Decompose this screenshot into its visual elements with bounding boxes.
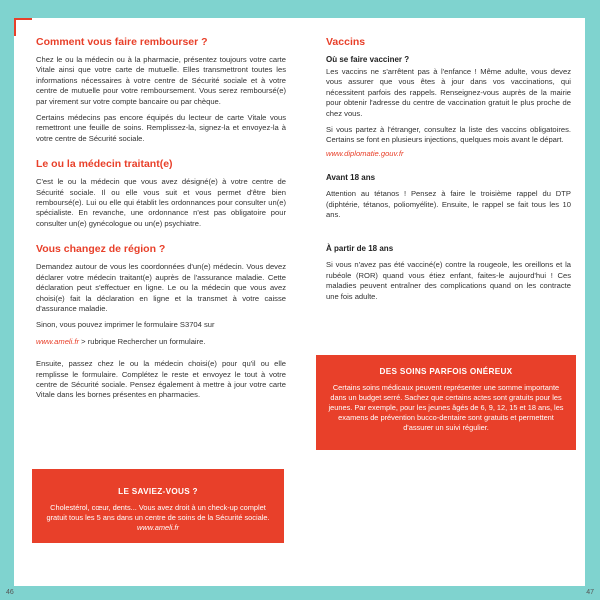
box-title: LE SAVIEZ-VOUS ?: [118, 487, 198, 496]
subsection-title: Où se faire vacciner ?: [326, 55, 410, 64]
paragraph: Demandez autour de vous les coordonnées d'un(e) médecin. Vous devez déclarer votre médecin traitant(e) auprès de l'assurance maladie. Cette déclaration peut s'effectuer en ligne. Le ou la médecin que vous avez choisi(e) fait la déclaration en ligne et la transmet à votre caisse d'assurance maladie.: [36, 262, 286, 313]
paragraph: Sinon, vous pouvez imprimer le formulaire S3704 sur: [36, 320, 215, 330]
paragraph: Chez le ou la médecin ou à la pharmacie, présentez toujours votre carte Vitale ainsi que votre carte de mutuelle. Elles transmettront toutes les informations nécessaires à votre centre de Sécurité sociale et à votre centre de mutuelle pour votre remboursement. Vous serez remboursé(e) par virement sur votre compte bancaire ou par chèque.: [36, 55, 286, 106]
section-title-vaccines: Vaccins: [326, 36, 366, 48]
section-title-region: Vous changez de région ?: [36, 243, 166, 256]
link-suffix: > rubrique Rechercher un formulaire.: [79, 336, 206, 346]
paragraph: Certains médecins pas encore équipés du lecteur de carte Vitale vous remettront une feuille de soins. Remplissez-la, signez-la et envoyez-la à votre centre de Sécurité sociale.: [36, 113, 286, 143]
subsection-title: À partir de 18 ans: [326, 244, 394, 254]
left-column: [36, 36, 286, 407]
paragraph: Attention au tétanos ! Pensez à faire le troisième rappel du DTP (diphtérie, tétanos, poliomyélite). Ensuite, le rappel se fait tous les 10 ans.: [326, 189, 571, 220]
paragraph: Si vous partez à l'étranger, consultez la liste des vaccins obligatoires. Certains se font en plusieurs injections, quelques mois avant le départ.: [326, 125, 571, 145]
paragraph-link-line: [36, 337, 286, 347]
box-text: Certains soins médicaux peuvent représenter une somme importante dans un budget serré. Sachez que certains actes sont gratuits pour les jeunes. Par exemple, pour les jeunes âgés de 6, 9, 12, 15 et 18 ans, les examens de prévention bucco-dentaire sont gratuits et permettent d'assurer un suivi régulier.: [328, 383, 564, 432]
subsection-title: Avant 18 ans: [326, 173, 376, 183]
section-title-reimbursement: Comment vous faire rembourser ?: [36, 36, 208, 48]
diplomatie-link[interactable]: www.diplomatie.gouv.fr: [326, 148, 404, 158]
paragraph: Si vous n'avez pas été vacciné(e) contre la rougeole, les oreillons et la rubéole (ROR) quand vous étiez enfant, faites-le aujourd'hui ! Ces maladies peuvent entraîner des complications quand on les contracte une fois adulte.: [326, 260, 571, 301]
paragraph: Ensuite, passez chez le ou la médecin choisi(e) pour qu'il ou elle remplisse le formulaire. Complétez le reste et envoyez le tout à votre centre de Sécurité sociale. Pensez également à mettre à jour votre carte Vitale dans les bornes présentes en pharmacies.: [36, 359, 286, 400]
section-title-doctor: Le ou la médecin traitant(e): [36, 158, 173, 171]
info-box-expensive-care: [316, 355, 576, 450]
box-title: DES SOINS PARFOIS ONÉREUX: [379, 367, 513, 376]
box-text: Cholestérol, cœur, dents... Vous avez droit à un check-up complet gratuit tous les 5 ans dans un centre de soins de la Sécurité sociale.: [46, 503, 270, 522]
page-number-right: 47: [586, 589, 594, 596]
box-link[interactable]: www.ameli.fr: [137, 523, 179, 532]
right-column: [326, 36, 571, 308]
paragraph: C'est le ou la médecin que vous avez désigné(e) à votre centre de Sécurité sociale. Il ou elle vous suit et vous permet d'être bien remboursé(e). Lui ou elle qui établit les ordonnances pour consulter un(e) spécialiste. En revanche, une ordonnance n'est pas obligatoire pour consulter un(e) gynécologue ou un(e) psychiatre.: [36, 177, 286, 228]
page-number-left: 46: [6, 589, 14, 596]
info-box-did-you-know: [32, 469, 284, 543]
paragraph: Les vaccins ne s'arrêtent pas à l'enfance ! Même adulte, vous devez vous assurer que vous êtes à jour dans vos vaccinations, qui nécessitent parfois des rappels. Renseignez-vous auprès de la mairie pour obtenir l'adresse du centre de vaccination gratuit le plus proche de chez vous.: [326, 67, 571, 118]
ameli-link[interactable]: www.ameli.fr: [36, 336, 80, 346]
corner-accent: [14, 18, 32, 36]
